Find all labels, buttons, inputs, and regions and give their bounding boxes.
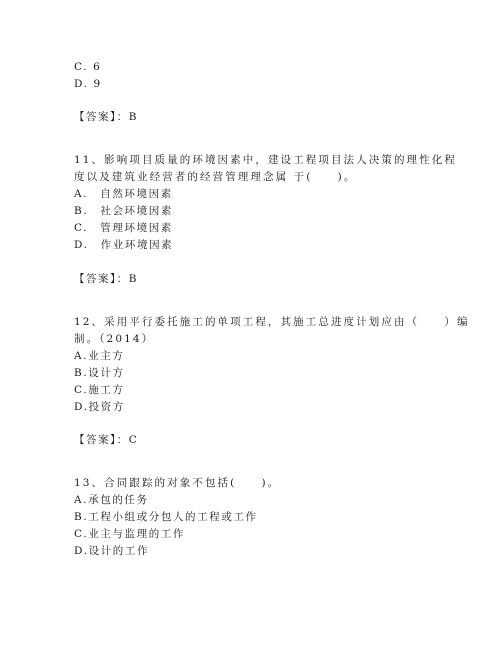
q10-option-c: C. 6 <box>74 61 102 73</box>
q11-answer: 【答案】：B <box>74 273 138 285</box>
q13-stem: 13、合同跟踪的对象不包括( )。 <box>74 477 281 489</box>
q11-option-a: A. 自然环境因素 <box>74 188 173 200</box>
q12-answer: 【答案】：C <box>74 434 139 446</box>
q10-answer: 【答案】：B <box>74 111 138 123</box>
q11-option-b: B. 社会环境因素 <box>74 205 173 217</box>
q12-stem-line1: 12、采用平行委托施工的单项工程，其施工总进度计划应由（ ）编 <box>74 316 470 328</box>
q13-option-c: C.业主与监理的工作 <box>74 528 185 540</box>
q11-option-c: C. 管理环境因素 <box>74 222 173 234</box>
q12-stem-line2: 制。（2014） <box>74 333 155 345</box>
q12-option-a: A.业主方 <box>74 350 125 362</box>
q10-option-d: D. 9 <box>74 78 102 90</box>
q11-option-d: D. 作业环境因素 <box>74 239 174 251</box>
q13-option-a: A.承包的任务 <box>74 494 149 506</box>
q12-option-d: D.投资方 <box>74 401 125 413</box>
q13-option-b: B.工程小组或分包人的工程或工作 <box>74 511 258 523</box>
q13-option-d: D.设计的工作 <box>74 545 150 557</box>
q11-stem-line1: 11、影响项目质量的环境因素中，建设工程项目法人决策的理性化程 <box>74 154 457 166</box>
q12-option-c: C.施工方 <box>74 384 125 396</box>
q12-option-b: B.设计方 <box>74 367 125 379</box>
q11-stem-line2: 度以及建筑业经营者的经营管理理念属 于( )。 <box>74 171 357 183</box>
